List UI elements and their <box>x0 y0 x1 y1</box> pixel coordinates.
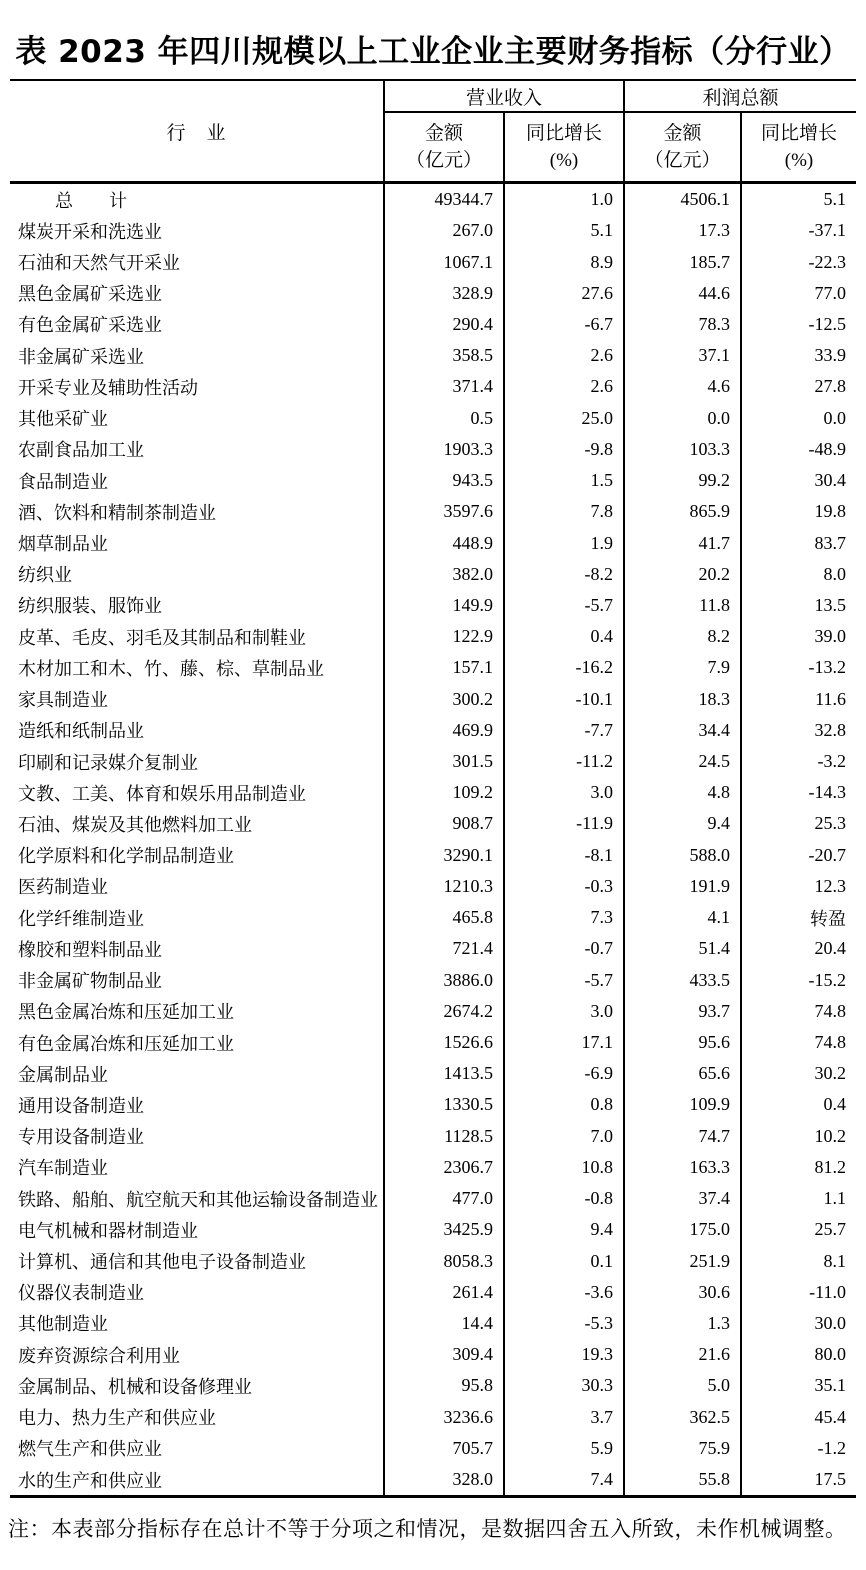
revenue-amount-value: 1526.6 <box>383 1027 503 1058</box>
industry-name: 计算机、通信和其他电子设备制造业 <box>18 1252 306 1273</box>
revenue-amount-value: 328.0 <box>383 1464 503 1495</box>
industry-name: 木材加工和木、竹、藤、棕、草制品业 <box>18 658 324 679</box>
table-row <box>10 527 856 558</box>
profit-amount-value: 9.4 <box>623 808 740 839</box>
profit-amount-value: 95.6 <box>623 1027 740 1058</box>
revenue-growth-value: 2.6 <box>503 371 623 402</box>
financial-indicators-table <box>10 79 856 1498</box>
profit-growth-value: -11.0 <box>740 1277 856 1308</box>
page-title: 表 2023 年四川规模以上工业企业主要财务指标（分行业） <box>15 34 851 70</box>
revenue-growth-value: 3.0 <box>503 777 623 808</box>
revenue-amount-value: 309.4 <box>383 1339 503 1370</box>
profit-growth-value: -3.2 <box>740 746 856 777</box>
industry-name: 铁路、船舶、航空航天和其他运输设备制造业 <box>18 1189 378 1210</box>
industry-name: 家具制造业 <box>18 690 108 711</box>
industry-name: 食品制造业 <box>18 471 108 492</box>
profit-amount-value: 4506.1 <box>623 184 740 215</box>
column-header-revenue-growth <box>503 113 623 181</box>
profit-growth-value: 32.8 <box>740 715 856 746</box>
profit-amount-value: 4.1 <box>623 902 740 933</box>
industry-name: 仪器仪表制造业 <box>18 1283 144 1304</box>
profit-amount-value: 34.4 <box>623 715 740 746</box>
revenue-growth-value: -0.7 <box>503 933 623 964</box>
table-row <box>10 684 856 715</box>
industry-name: 金属制品业 <box>18 1064 108 1085</box>
industry-name: 煤炭开采和洗选业 <box>18 221 162 242</box>
revenue-growth-value: 5.9 <box>503 1433 623 1464</box>
revenue-amount-value: 943.5 <box>383 465 503 496</box>
revenue-amount-value: 301.5 <box>383 746 503 777</box>
header-growth-label: 同比增长 <box>760 123 837 144</box>
profit-growth-value: 5.1 <box>740 184 856 215</box>
table-row <box>10 371 856 402</box>
revenue-amount-value: 465.8 <box>383 902 503 933</box>
profit-growth-value: 27.8 <box>740 371 856 402</box>
profit-growth-value: 25.7 <box>740 1214 856 1245</box>
profit-amount-value: 55.8 <box>623 1464 740 1495</box>
revenue-growth-value: -10.1 <box>503 684 623 715</box>
profit-amount-value: 5.0 <box>623 1370 740 1401</box>
profit-amount-value: 93.7 <box>623 996 740 1027</box>
revenue-growth-value: -6.7 <box>503 309 623 340</box>
revenue-amount-value: 95.8 <box>383 1370 503 1401</box>
industry-name: 石油和天然气开采业 <box>18 253 180 274</box>
column-header-profit-growth <box>740 113 856 181</box>
industry-name: 烟草制品业 <box>18 534 108 555</box>
industry-name: 酒、饮料和精制茶制造业 <box>18 502 216 523</box>
revenue-growth-value: 8.9 <box>503 246 623 277</box>
profit-growth-value: 1.1 <box>740 1183 856 1214</box>
revenue-amount-value: 1210.3 <box>383 871 503 902</box>
revenue-amount-value: 358.5 <box>383 340 503 371</box>
table-row <box>10 902 856 933</box>
table-row <box>10 840 856 871</box>
industry-name: 黑色金属矿采选业 <box>18 284 162 305</box>
revenue-growth-value: 5.1 <box>503 215 623 246</box>
industry-name: 其他采矿业 <box>18 409 108 430</box>
revenue-amount-value: 149.9 <box>383 590 503 621</box>
industry-name: 黑色金属冶炼和压延加工业 <box>18 1002 234 1023</box>
profit-amount-value: 17.3 <box>623 215 740 246</box>
revenue-growth-value: 0.4 <box>503 621 623 652</box>
industry-name: 水的生产和供应业 <box>18 1470 162 1491</box>
revenue-growth-value: 10.8 <box>503 1152 623 1183</box>
table-row <box>10 1089 856 1120</box>
header-amount-unit: （亿元） <box>405 150 482 171</box>
revenue-growth-value: -5.3 <box>503 1308 623 1339</box>
revenue-growth-value: -0.8 <box>503 1183 623 1214</box>
profit-amount-value: 74.7 <box>623 1121 740 1152</box>
industry-name: 医药制造业 <box>18 877 108 898</box>
industry-name: 印刷和记录媒介复制业 <box>18 752 198 773</box>
industry-name: 专用设备制造业 <box>18 1127 144 1148</box>
revenue-amount-value: 261.4 <box>383 1277 503 1308</box>
table-row <box>10 1245 856 1276</box>
footnote: 注：本表部分指标存在总计不等于分项之和情况，是数据四舍五入所致，未作机械调整。 <box>8 1517 847 1541</box>
profit-growth-value: 81.2 <box>740 1152 856 1183</box>
profit-growth-value: -20.7 <box>740 840 856 871</box>
table-row <box>10 1370 856 1401</box>
revenue-amount-value: 382.0 <box>383 559 503 590</box>
revenue-amount-value: 49344.7 <box>383 184 503 215</box>
revenue-amount-value: 908.7 <box>383 808 503 839</box>
profit-amount-value: 20.2 <box>623 559 740 590</box>
revenue-growth-value: -0.3 <box>503 871 623 902</box>
profit-growth-value: 11.6 <box>740 684 856 715</box>
industry-name: 皮革、毛皮、羽毛及其制品和制鞋业 <box>18 627 306 648</box>
profit-amount-value: 103.3 <box>623 434 740 465</box>
profit-amount-value: 191.9 <box>623 871 740 902</box>
profit-amount-value: 362.5 <box>623 1402 740 1433</box>
revenue-amount-value: 109.2 <box>383 777 503 808</box>
profit-growth-value: 39.0 <box>740 621 856 652</box>
profit-growth-value: 74.8 <box>740 1027 856 1058</box>
revenue-amount-value: 14.4 <box>383 1308 503 1339</box>
profit-growth-value: -14.3 <box>740 777 856 808</box>
table-row <box>10 496 856 527</box>
table-row <box>10 309 856 340</box>
table-row <box>10 621 856 652</box>
profit-amount-value: 21.6 <box>623 1339 740 1370</box>
industry-name: 燃气生产和供应业 <box>18 1439 162 1460</box>
revenue-growth-value: -16.2 <box>503 652 623 683</box>
table-row <box>10 246 856 277</box>
revenue-growth-value: 3.0 <box>503 996 623 1027</box>
revenue-growth-value: 9.4 <box>503 1214 623 1245</box>
revenue-growth-value: -9.8 <box>503 434 623 465</box>
profit-growth-value: 77.0 <box>740 278 856 309</box>
profit-growth-value: 17.5 <box>740 1464 856 1495</box>
revenue-growth-value: -6.9 <box>503 1058 623 1089</box>
revenue-amount-value: 477.0 <box>383 1183 503 1214</box>
profit-growth-value: -37.1 <box>740 215 856 246</box>
column-header-profit-amount <box>623 113 740 181</box>
table-row <box>10 652 856 683</box>
industry-name: 电力、热力生产和供应业 <box>18 1408 216 1429</box>
table-row <box>10 746 856 777</box>
revenue-amount-value: 157.1 <box>383 652 503 683</box>
profit-amount-value: 185.7 <box>623 246 740 277</box>
profit-amount-value: 30.6 <box>623 1277 740 1308</box>
profit-growth-value: 12.3 <box>740 871 856 902</box>
table-row <box>10 1121 856 1152</box>
revenue-growth-value: 19.3 <box>503 1339 623 1370</box>
table-row <box>10 434 856 465</box>
profit-amount-value: 44.6 <box>623 278 740 309</box>
profit-amount-value: 51.4 <box>623 933 740 964</box>
table-row <box>10 278 856 309</box>
revenue-growth-value: 27.6 <box>503 278 623 309</box>
profit-growth-value: -48.9 <box>740 434 856 465</box>
profit-amount-value: 65.6 <box>623 1058 740 1089</box>
revenue-amount-value: 1128.5 <box>383 1121 503 1152</box>
revenue-growth-value: 0.1 <box>503 1245 623 1276</box>
header-amount-unit: （亿元） <box>644 150 721 171</box>
industry-name: 有色金属冶炼和压延加工业 <box>18 1033 234 1054</box>
table-row <box>10 340 856 371</box>
table-row <box>10 777 856 808</box>
profit-amount-value: 75.9 <box>623 1433 740 1464</box>
table-row <box>10 559 856 590</box>
revenue-amount-value: 3425.9 <box>383 1214 503 1245</box>
profit-growth-value: 74.8 <box>740 996 856 1027</box>
table-row <box>10 184 856 215</box>
profit-amount-value: 99.2 <box>623 465 740 496</box>
profit-amount-value: 37.1 <box>623 340 740 371</box>
industry-name: 纺织服装、服饰业 <box>18 596 162 617</box>
profit-amount-value: 0.0 <box>623 403 740 434</box>
column-group-operating-revenue: 营业收入 <box>383 81 623 113</box>
profit-growth-value: 45.4 <box>740 1402 856 1433</box>
revenue-amount-value: 300.2 <box>383 684 503 715</box>
industry-name: 汽车制造业 <box>18 1158 108 1179</box>
revenue-amount-value: 0.5 <box>383 403 503 434</box>
profit-amount-value: 4.6 <box>623 371 740 402</box>
revenue-growth-value: 1.5 <box>503 465 623 496</box>
column-group-total-profit: 利润总额 <box>623 81 856 113</box>
profit-amount-value: 251.9 <box>623 1245 740 1276</box>
header-growth-label: 同比增长 <box>525 123 602 144</box>
revenue-growth-value: -11.2 <box>503 746 623 777</box>
revenue-amount-value: 705.7 <box>383 1433 503 1464</box>
table-row <box>10 1402 856 1433</box>
revenue-amount-value: 371.4 <box>383 371 503 402</box>
profit-amount-value: 4.8 <box>623 777 740 808</box>
table-row <box>10 590 856 621</box>
column-header-industry: 行 业 <box>166 122 227 144</box>
revenue-growth-value: -3.6 <box>503 1277 623 1308</box>
header-amount-label: 金额 <box>424 123 463 144</box>
profit-growth-value: -15.2 <box>740 964 856 995</box>
revenue-growth-value: 1.9 <box>503 527 623 558</box>
industry-name: 造纸和纸制品业 <box>18 721 144 742</box>
revenue-amount-value: 2306.7 <box>383 1152 503 1183</box>
industry-name: 非金属矿采选业 <box>18 346 144 367</box>
profit-growth-value: 35.1 <box>740 1370 856 1401</box>
profit-growth-value: 25.3 <box>740 808 856 839</box>
revenue-growth-value: 17.1 <box>503 1027 623 1058</box>
revenue-amount-value: 3236.6 <box>383 1402 503 1433</box>
industry-name: 金属制品、机械和设备修理业 <box>18 1376 252 1397</box>
industry-name: 化学纤维制造业 <box>18 908 144 929</box>
revenue-growth-value: 25.0 <box>503 403 623 434</box>
profit-growth-value: -22.3 <box>740 246 856 277</box>
profit-amount-value: 175.0 <box>623 1214 740 1245</box>
revenue-growth-value: -8.2 <box>503 559 623 590</box>
profit-amount-value: 8.2 <box>623 621 740 652</box>
revenue-amount-value: 1413.5 <box>383 1058 503 1089</box>
table-row <box>10 1339 856 1370</box>
profit-amount-value: 865.9 <box>623 496 740 527</box>
profit-growth-value: 30.4 <box>740 465 856 496</box>
revenue-amount-value: 3597.6 <box>383 496 503 527</box>
column-header-revenue-amount <box>383 113 503 181</box>
profit-growth-value: 0.4 <box>740 1089 856 1120</box>
revenue-growth-value: 30.3 <box>503 1370 623 1401</box>
revenue-growth-value: 1.0 <box>503 184 623 215</box>
industry-name: 非金属矿物制品业 <box>18 971 162 992</box>
profit-growth-value: 33.9 <box>740 340 856 371</box>
industry-name: 开采专业及辅助性活动 <box>18 377 198 398</box>
profit-amount-value: 109.9 <box>623 1089 740 1120</box>
profit-amount-value: 24.5 <box>623 746 740 777</box>
profit-amount-value: 588.0 <box>623 840 740 871</box>
table-row <box>10 1464 856 1495</box>
profit-amount-value: 1.3 <box>623 1308 740 1339</box>
table-header <box>10 81 856 184</box>
industry-name: 电气机械和器材制造业 <box>18 1220 198 1241</box>
table-body <box>10 184 856 1495</box>
industry-name: 石油、煤炭及其他燃料加工业 <box>18 814 252 835</box>
profit-amount-value: 37.4 <box>623 1183 740 1214</box>
revenue-amount-value: 448.9 <box>383 527 503 558</box>
revenue-amount-value: 2674.2 <box>383 996 503 1027</box>
revenue-amount-value: 1067.1 <box>383 246 503 277</box>
profit-amount-value: 433.5 <box>623 964 740 995</box>
industry-name: 废弃资源综合利用业 <box>18 1345 180 1366</box>
profit-amount-value: 163.3 <box>623 1152 740 1183</box>
revenue-amount-value: 328.9 <box>383 278 503 309</box>
profit-growth-value: 20.4 <box>740 933 856 964</box>
profit-growth-value: 30.2 <box>740 1058 856 1089</box>
table-row <box>10 1433 856 1464</box>
header-growth-unit: (%) <box>549 150 579 171</box>
profit-growth-value: -1.2 <box>740 1433 856 1464</box>
industry-name: 橡胶和塑料制品业 <box>18 939 162 960</box>
revenue-growth-value: 7.3 <box>503 902 623 933</box>
profit-growth-value: 13.5 <box>740 590 856 621</box>
revenue-amount-value: 721.4 <box>383 933 503 964</box>
revenue-amount-value: 3290.1 <box>383 840 503 871</box>
header-growth-unit: (%) <box>784 150 814 171</box>
revenue-growth-value: -5.7 <box>503 964 623 995</box>
profit-growth-value: 80.0 <box>740 1339 856 1370</box>
revenue-amount-value: 290.4 <box>383 309 503 340</box>
profit-growth-value: 30.0 <box>740 1308 856 1339</box>
profit-amount-value: 7.9 <box>623 652 740 683</box>
revenue-growth-value: -11.9 <box>503 808 623 839</box>
revenue-amount-value: 1330.5 <box>383 1089 503 1120</box>
revenue-growth-value: 3.7 <box>503 1402 623 1433</box>
revenue-growth-value: 7.8 <box>503 496 623 527</box>
profit-growth-value: 10.2 <box>740 1121 856 1152</box>
revenue-amount-value: 122.9 <box>383 621 503 652</box>
revenue-amount-value: 469.9 <box>383 715 503 746</box>
table-row <box>10 964 856 995</box>
revenue-amount-value: 1903.3 <box>383 434 503 465</box>
revenue-growth-value: -8.1 <box>503 840 623 871</box>
revenue-growth-value: -5.7 <box>503 590 623 621</box>
industry-name: 文教、工美、体育和娱乐用品制造业 <box>18 783 306 804</box>
table-row <box>10 1058 856 1089</box>
table-row <box>10 1183 856 1214</box>
revenue-amount-value: 3886.0 <box>383 964 503 995</box>
profit-growth-value: 8.1 <box>740 1245 856 1276</box>
table-row <box>10 715 856 746</box>
revenue-amount-value: 267.0 <box>383 215 503 246</box>
profit-growth-value: -12.5 <box>740 309 856 340</box>
table-row <box>10 1214 856 1245</box>
industry-name: 有色金属矿采选业 <box>18 315 162 336</box>
profit-growth-value: 19.8 <box>740 496 856 527</box>
revenue-amount-value: 8058.3 <box>383 1245 503 1276</box>
table-row <box>10 996 856 1027</box>
table-row <box>10 808 856 839</box>
industry-name: 纺织业 <box>18 565 72 586</box>
revenue-growth-value: 7.0 <box>503 1121 623 1152</box>
profit-growth-value: -13.2 <box>740 652 856 683</box>
table-row <box>10 1027 856 1058</box>
industry-name: 农副食品加工业 <box>18 440 144 461</box>
table-row <box>10 871 856 902</box>
table-row <box>10 1277 856 1308</box>
table-row <box>10 933 856 964</box>
profit-amount-value: 41.7 <box>623 527 740 558</box>
profit-growth-value: 转盈 <box>740 902 856 933</box>
revenue-growth-value: -7.7 <box>503 715 623 746</box>
header-amount-label: 金额 <box>663 123 702 144</box>
industry-name: 通用设备制造业 <box>18 1095 144 1116</box>
table-row <box>10 1308 856 1339</box>
revenue-growth-value: 7.4 <box>503 1464 623 1495</box>
table-row <box>10 215 856 246</box>
profit-amount-value: 11.8 <box>623 590 740 621</box>
profit-growth-value: 8.0 <box>740 559 856 590</box>
profit-growth-value: 83.7 <box>740 527 856 558</box>
profit-amount-value: 78.3 <box>623 309 740 340</box>
industry-name: 化学原料和化学制品制造业 <box>18 846 234 867</box>
profit-amount-value: 18.3 <box>623 684 740 715</box>
profit-growth-value: 0.0 <box>740 403 856 434</box>
table-row <box>10 1152 856 1183</box>
industry-name: 其他制造业 <box>18 1314 108 1335</box>
revenue-growth-value: 0.8 <box>503 1089 623 1120</box>
revenue-growth-value: 2.6 <box>503 340 623 371</box>
industry-name: 总 计 <box>55 190 127 211</box>
table-row <box>10 403 856 434</box>
table-row <box>10 465 856 496</box>
